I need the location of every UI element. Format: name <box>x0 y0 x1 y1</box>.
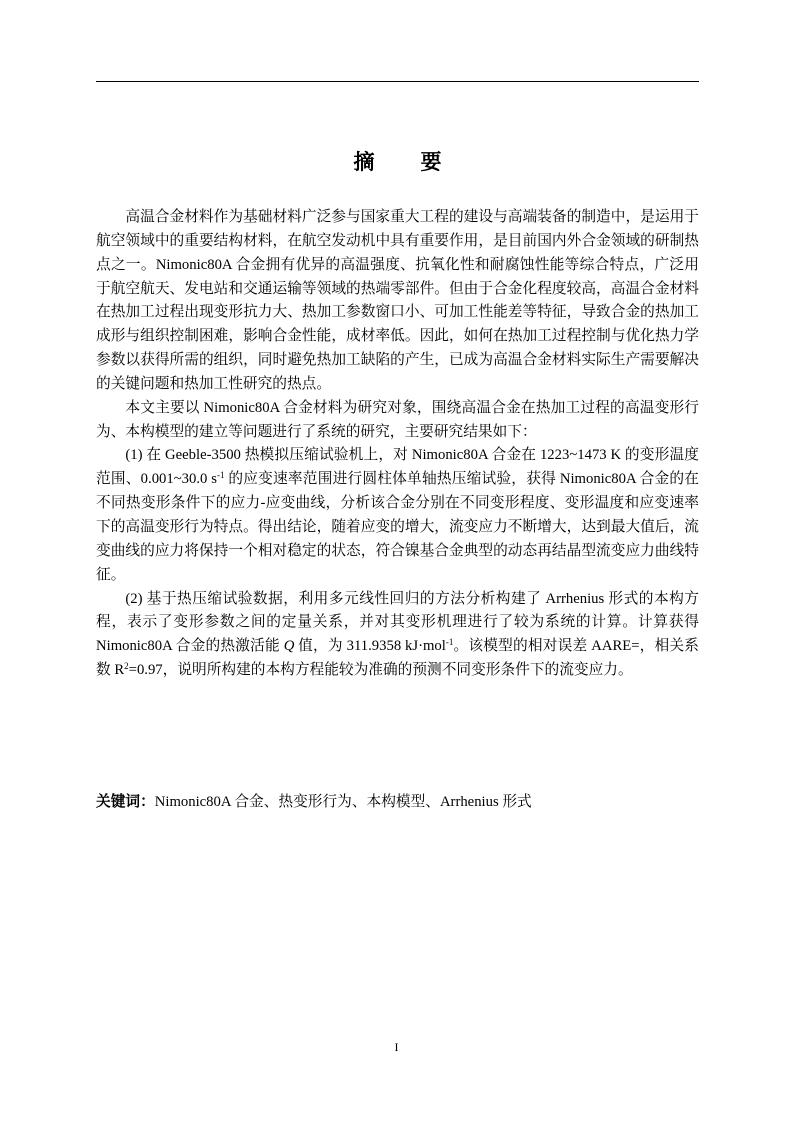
paragraph-2: 本文主要以 Nimonic80A 合金材料为研究对象，围绕高温合金在热加工过程的高温变形行为、本构模型的建立等问题进行了系统的研究，主要研究结果如下： <box>96 399 699 440</box>
paragraph-3 <box>96 444 699 587</box>
superscript-strain-rate: -1 <box>216 470 225 481</box>
page-number: I <box>394 1040 399 1054</box>
abstract-body <box>96 206 699 683</box>
title-char-1: 摘 <box>353 150 375 174</box>
symbol-q: Q <box>283 638 295 655</box>
superscript-r-squared: 2 <box>124 661 129 672</box>
paragraph-3-part-a: (1) 在 Geeble-3500 热模拟压缩试验机上，对 Nimonic80A 合金在 1223~1473 K 的变形温度范围、0.001~30.0 s <box>96 447 699 488</box>
keywords-text: Nimonic80A 合金、热变形行为、本构模型、Arrhenius 形式 <box>154 794 532 810</box>
paragraph-4-part-d: =0.97，说明所构建的本构方程能较为准确的预测不同变形条件下的流变应力。 <box>128 662 633 679</box>
paragraph-1: 高温合金材料作为基础材料广泛参与国家重大工程的建设与高端装备的制造中，是运用于航空领域中的重要结构材料，在航空发动机中具有重要作用，是目前国内外合金领域的研制热点之一。Nimonic80A 合金拥有优异的高温强度、抗氧化性和耐腐蚀性能等综合特点，广泛用于航空航天、发电站和交通运输等领域的热端零部件。但由于合金化程度较高，高温合金材料在热加工过程出现变形抗力大、热加工参数窗口小、可加工性能差等特征，导致合金的热加工成形与组织控制困难，影响合金性能，成材率低。因此，如何在热加工过程控制与优化热力学参数以获得所需的组织，同时避免热加工缺陷的产生，已成为高温合金材料实际生产需要解决的关键问题和热加工性研究的热点。 <box>96 209 699 392</box>
paragraph-4-part-a: (2) 基于热压缩试验数据，利用多元线性回归的方法分析构建了 Arrhenius 形式的本构方程，表示了变形参数之间的定量关系，并对其变形机理进行了较为系统的计算。计算获得 Nimonic80A 合金的热激活能 <box>96 590 699 655</box>
header-rule <box>96 81 699 82</box>
keywords-label: 关键词： <box>96 793 155 810</box>
paragraph-4-part-b: 值，为 311.9358 kJ·mol <box>294 638 446 655</box>
paragraph-4 <box>96 588 699 683</box>
keywords-line <box>96 790 699 815</box>
paragraph-3-part-b: 的应变速率范围进行圆柱体单轴热压缩试验，获得 Nimonic80A 合金的在不同热变形条件下的应力-应变曲线，分析该合金分别在不同变形程度、变形温度和应变速率下的高温变形行为特点。得出结论，随着应变的增大，流变应力不断增大，达到最大值后，流变曲线的应力将保持一个相对稳定的状态，符合镍基合金典型的动态再结晶型流变应力曲线特征。 <box>96 471 699 583</box>
superscript-mol: -1 <box>445 637 454 648</box>
title-char-2: 要 <box>420 150 442 174</box>
paragraph-4-part-c: 。该模型的相对误差 AARE=，相关系数 R <box>96 638 699 679</box>
abstract-title <box>96 146 699 176</box>
